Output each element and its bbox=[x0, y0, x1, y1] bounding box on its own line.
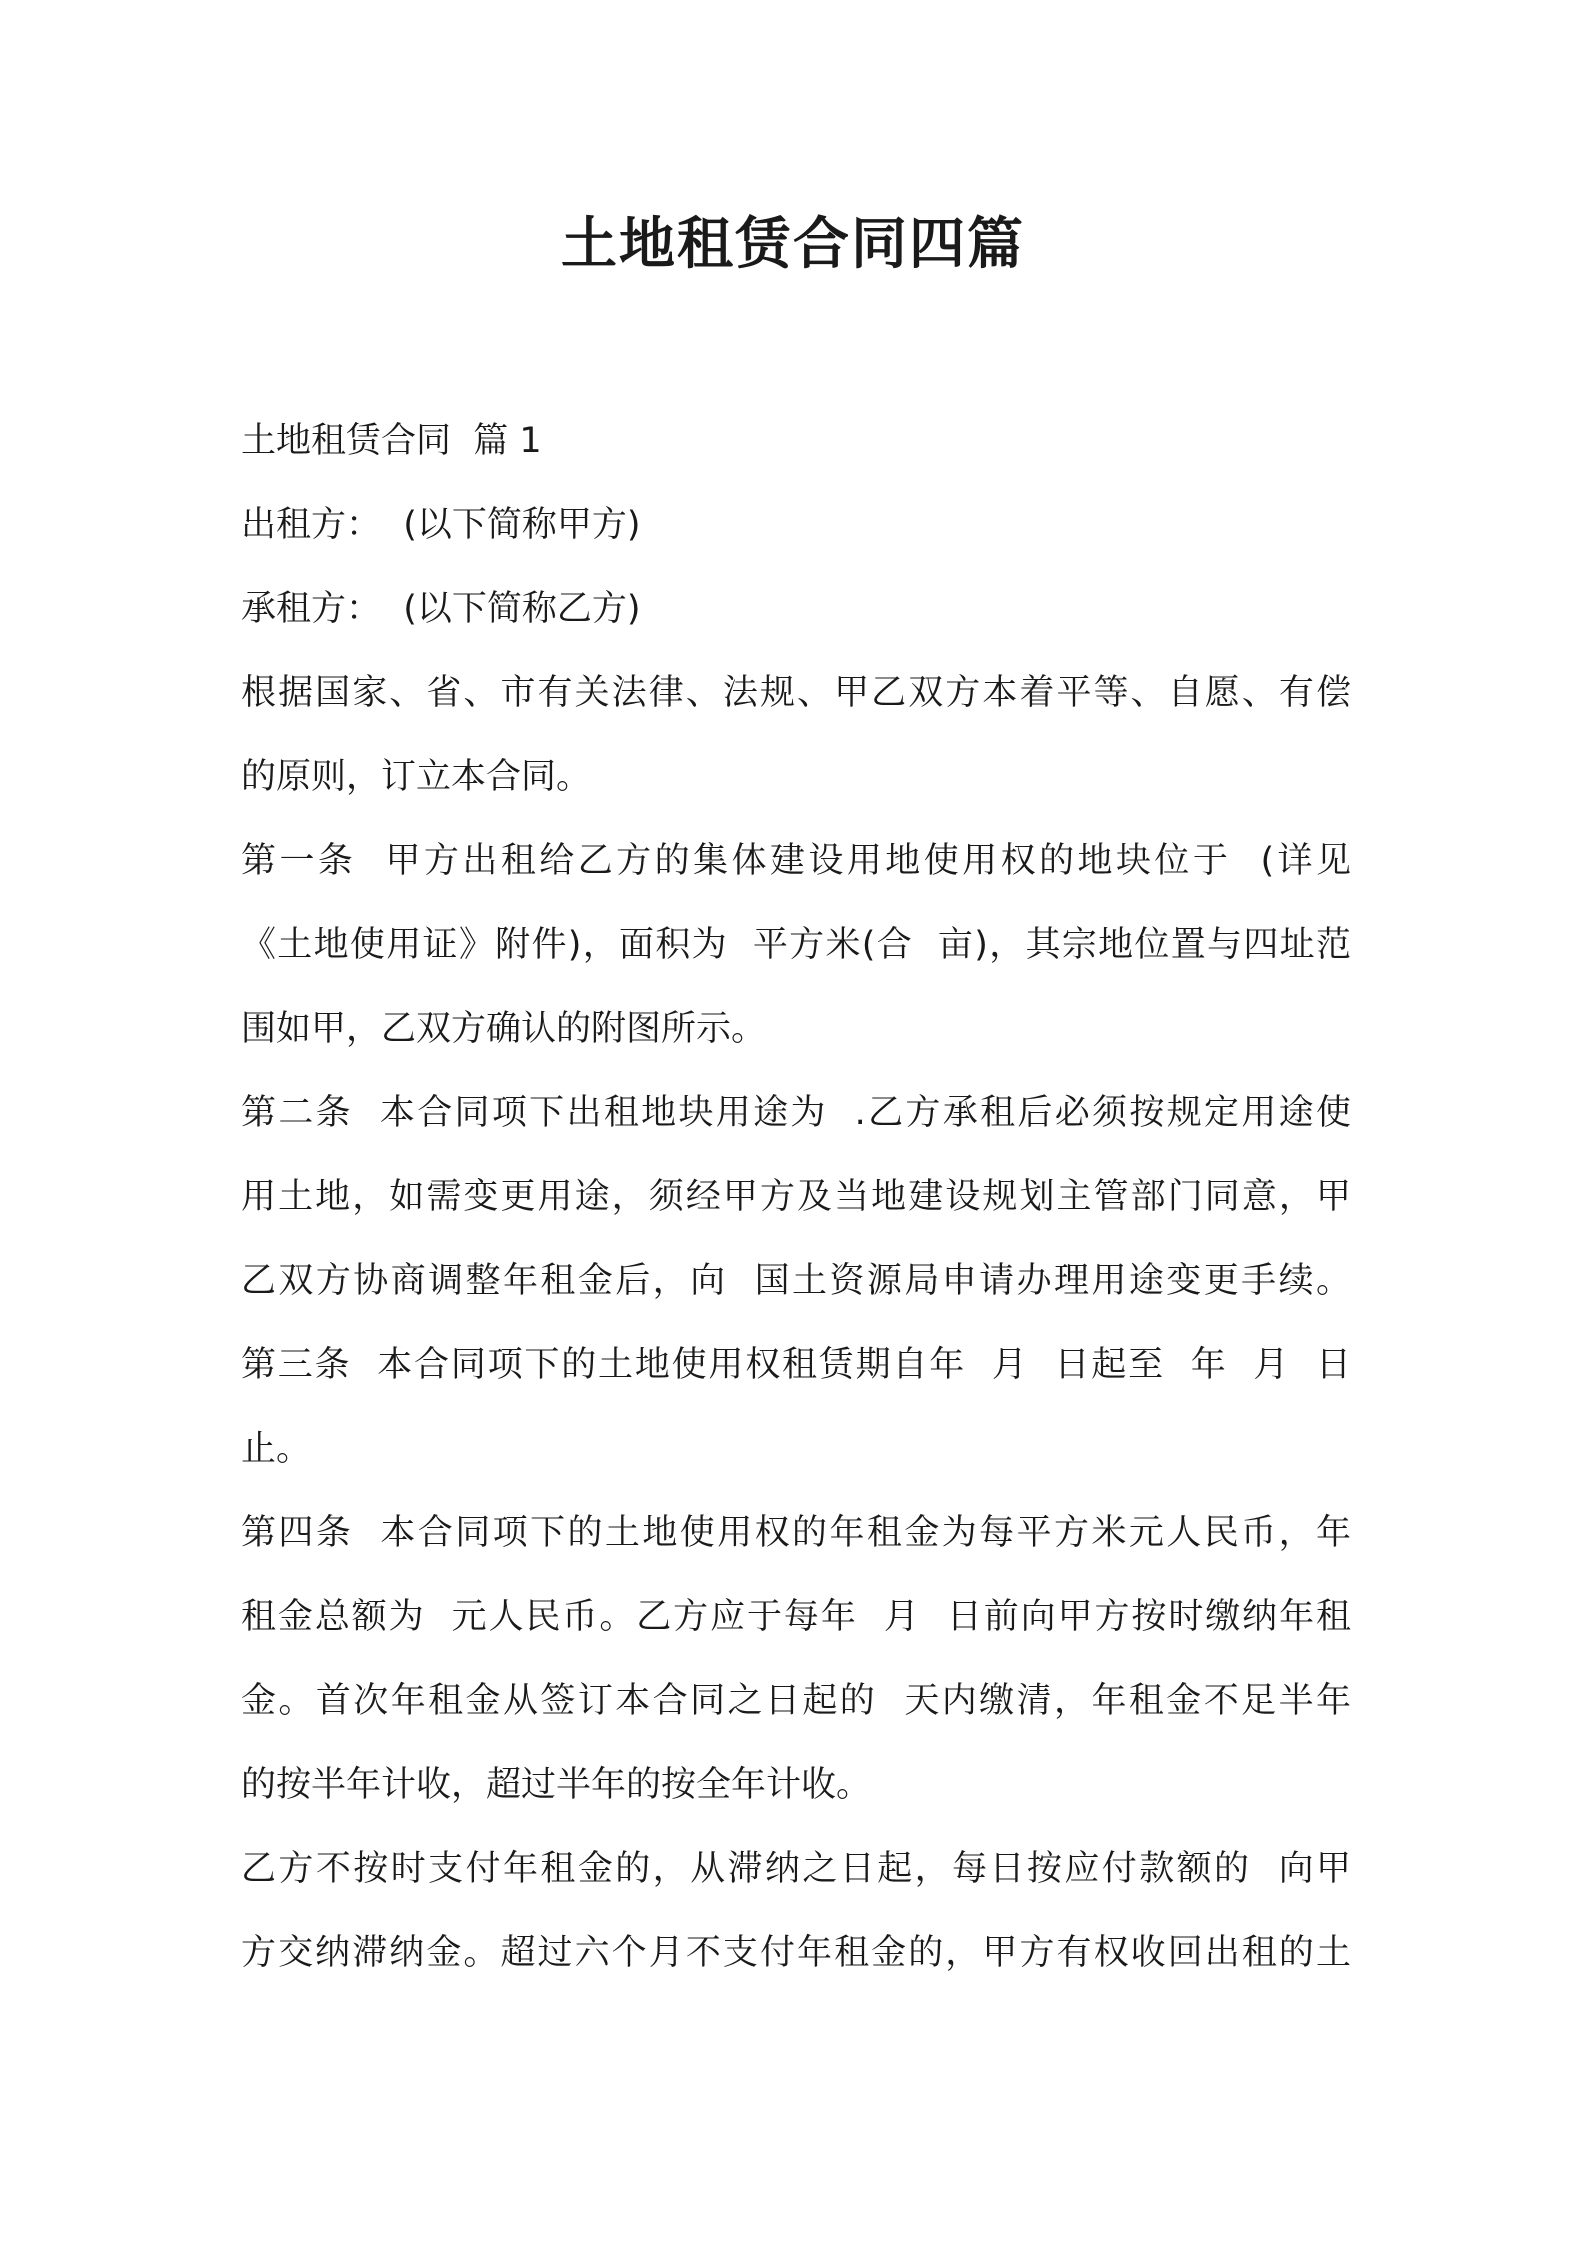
paragraph-line: 方交纳滞纳金。超过六个月不支付年租金的，甲方有权收回出租的土 bbox=[241, 1933, 1351, 1973]
paragraph-line: 《土地使用证》附件)，面积为 平方米(合 亩)，其宗地位置与四址范 bbox=[241, 925, 1351, 965]
paragraph-line: 第四条 本合同项下的土地使用权的年租金为每平方米元人民币，年 bbox=[241, 1513, 1351, 1553]
paragraph-line: 租金总额为 元人民币。乙方应于每年 月 日前向甲方按时缴纳年租 bbox=[241, 1597, 1351, 1637]
paragraph-line: 止。 bbox=[241, 1429, 312, 1469]
paragraph-line: 的原则，订立本合同。 bbox=[241, 757, 592, 797]
paragraph-line: 第三条 本合同项下的土地使用权租赁期自年 月 日起至 年 月 日 bbox=[241, 1345, 1351, 1385]
document-body bbox=[241, 399, 1351, 1995]
paragraph-line: 金。首次年租金从签订本合同之日起的 天内缴清，年租金不足半年 bbox=[241, 1681, 1351, 1721]
paragraph-line: 第二条 本合同项下出租地块用途为 .乙方承租后必须按规定用途使 bbox=[241, 1093, 1351, 1133]
paragraph-line: 围如甲，乙双方确认的附图所示。 bbox=[241, 1009, 767, 1049]
paragraph-line: 的按半年计收，超过半年的按全年计收。 bbox=[241, 1765, 872, 1805]
paragraph-line: 根据国家、省、市有关法律、法规、甲乙双方本着平等、自愿、有偿 bbox=[241, 673, 1351, 713]
paragraph-line: 第一条 甲方出租给乙方的集体建设用地使用权的地块位于 (详见 bbox=[241, 841, 1351, 881]
paragraph-line: 乙方不按时支付年租金的，从滞纳之日起，每日按应付款额的 向甲 bbox=[241, 1849, 1351, 1889]
lessor-line: 出租方： (以下简称甲方) bbox=[241, 505, 641, 545]
lessee-line: 承租方： (以下简称乙方) bbox=[241, 589, 641, 629]
paragraph-line: 用土地，如需变更用途，须经甲方及当地建设规划主管部门同意，甲 bbox=[241, 1177, 1351, 1217]
document-title: 土地租赁合同四篇 bbox=[561, 212, 1025, 277]
paragraph-line: 乙双方协商调整年租金后，向 国土资源局申请办理用途变更手续。 bbox=[241, 1261, 1351, 1301]
section-heading: 土地租赁合同 篇 1 bbox=[241, 421, 542, 461]
